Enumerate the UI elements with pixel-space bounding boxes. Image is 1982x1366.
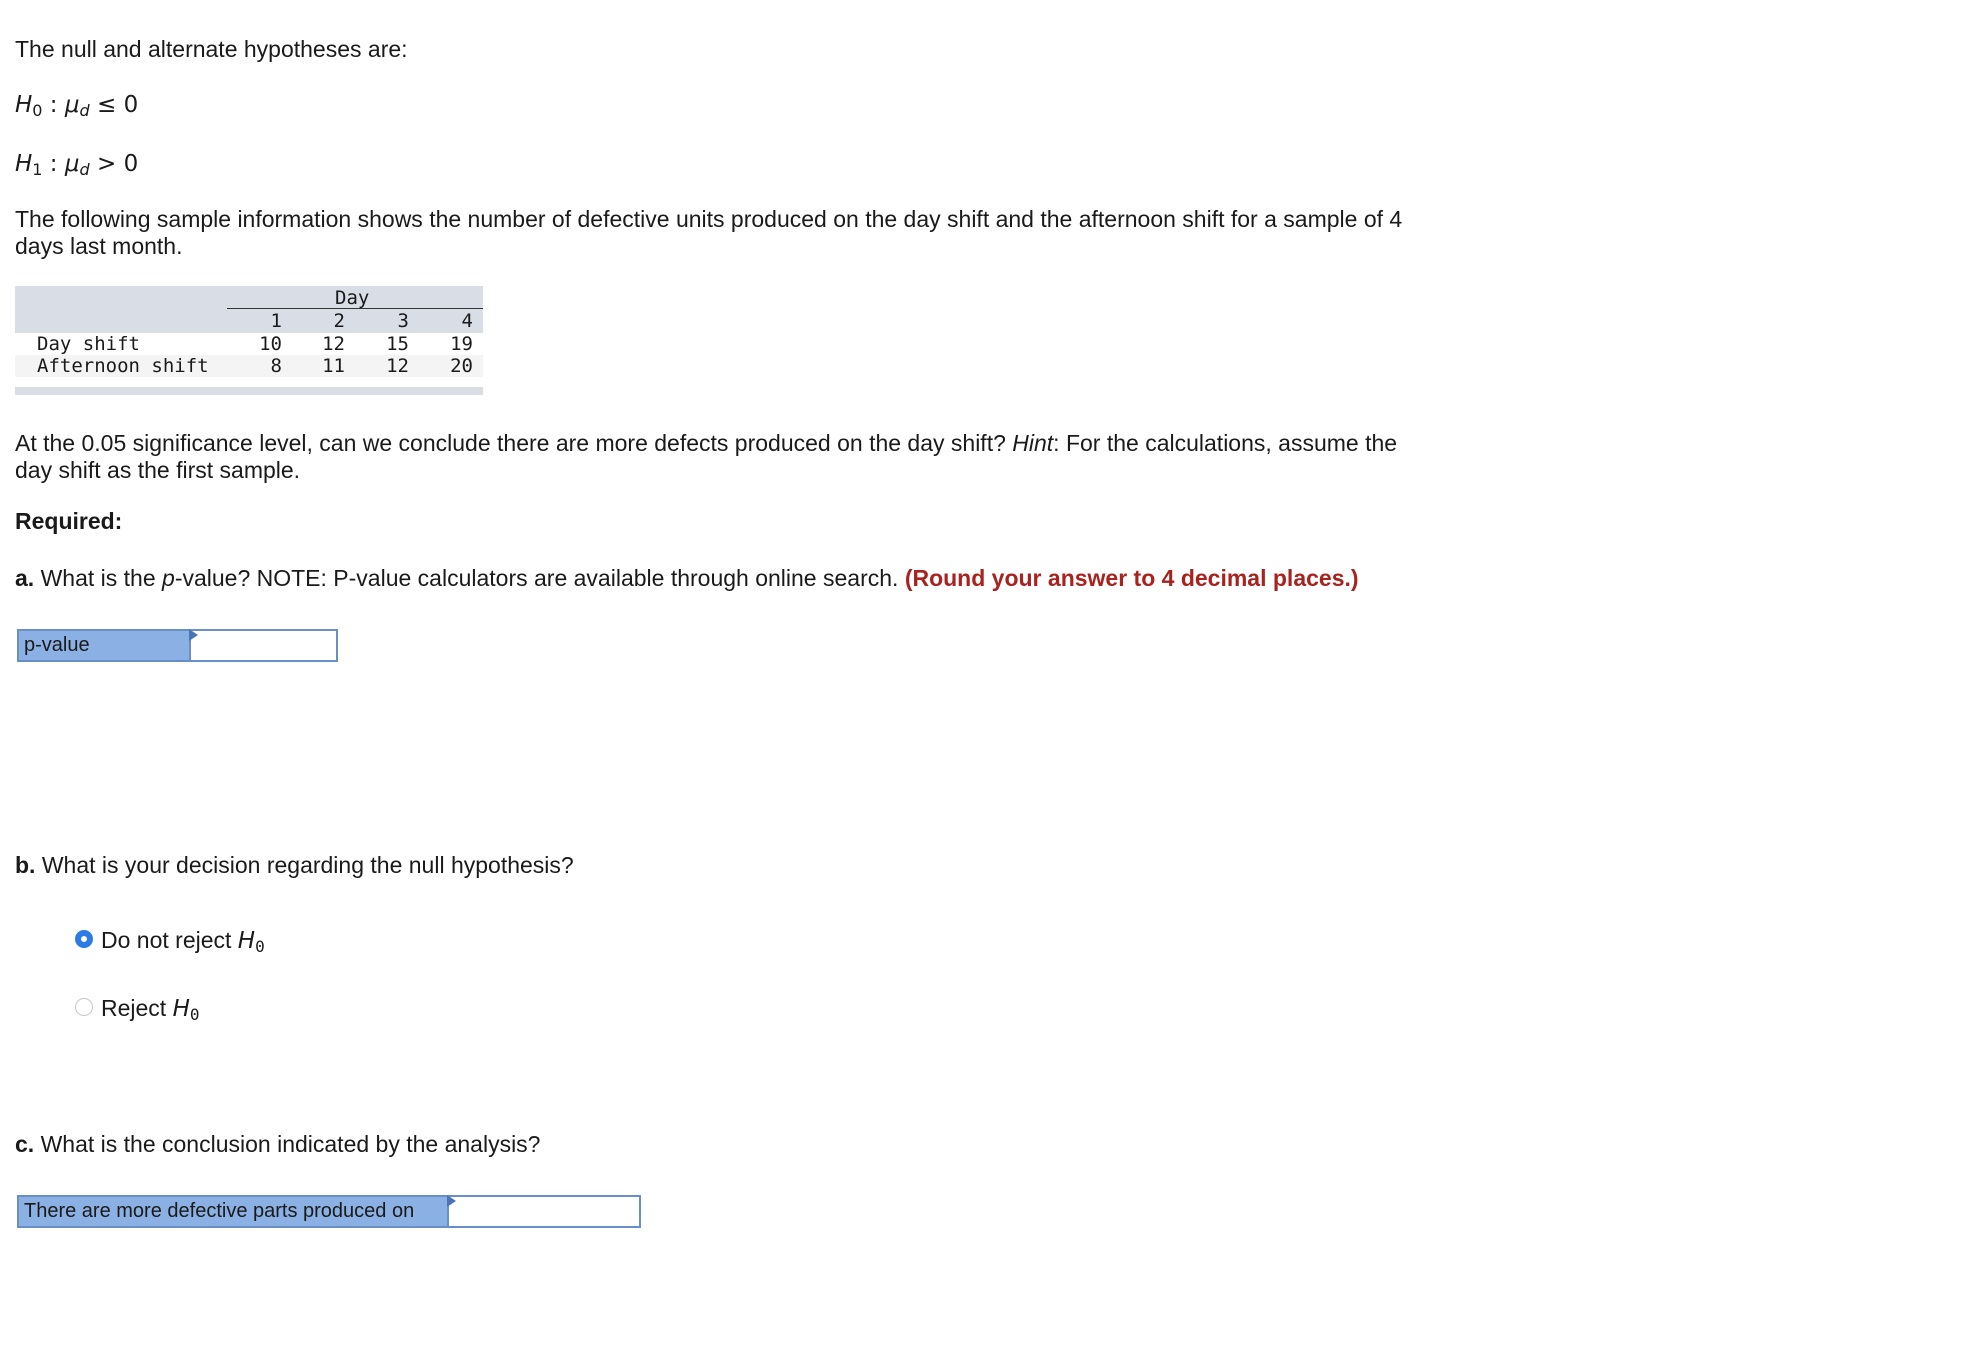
option-reject[interactable] xyxy=(75,994,200,1024)
p-value-input[interactable] xyxy=(189,631,336,660)
table-cell: 8 xyxy=(270,355,282,377)
question-text xyxy=(15,430,1425,484)
required-heading: Required: xyxy=(15,508,123,534)
sample-info-text: The following sample information shows the number of defective units produced on the day shift and the afternoon shift for a sample of 4 days last month. xyxy=(15,206,1403,259)
table-cell: 11 xyxy=(322,355,345,377)
option-h-subscript: 0 xyxy=(189,1004,200,1024)
p-value-label: p-value xyxy=(19,631,189,660)
h1-mu: μ xyxy=(64,151,80,177)
part-a-question xyxy=(15,565,1425,592)
h0-symbol: H xyxy=(15,92,33,118)
table-cell: 20 xyxy=(450,355,473,377)
rounding-instruction: (Round your answer to 4 decimal places.) xyxy=(904,565,1359,591)
alternate-hypothesis: $H_1$ : $\mu_d > 0$ xyxy=(15,151,139,179)
intro-text: The null and alternate hypotheses are: xyxy=(15,36,408,62)
option-text: Do not reject xyxy=(101,926,238,953)
input-flag-icon xyxy=(189,629,198,641)
h1-subscript: 1 xyxy=(32,160,43,179)
input-flag-icon xyxy=(447,1195,456,1207)
h0-subscript: 0 xyxy=(32,101,43,120)
table-cell: 10 xyxy=(259,333,282,355)
option-reject-label xyxy=(101,995,200,1024)
option-h-subscript: 0 xyxy=(255,936,265,956)
part-b-label: b. xyxy=(15,852,36,878)
h0-operator: ≤ xyxy=(96,92,117,118)
part-a-p-italic: p xyxy=(162,565,175,591)
table-col-header: 2 xyxy=(333,310,345,332)
h1-operator: > xyxy=(96,151,117,177)
table-col-header: 3 xyxy=(397,310,409,332)
table-cell: 12 xyxy=(386,355,409,377)
hint-text: : For the calculations, assume the day shift as the first sample. xyxy=(15,430,1398,483)
p-value-answer-row xyxy=(17,629,338,662)
conclusion-answer-row xyxy=(17,1195,641,1228)
option-do-not-reject-label xyxy=(101,927,265,956)
conclusion-label: There are more defective parts produced on xyxy=(19,1197,447,1226)
table-cell: 15 xyxy=(386,333,409,355)
table-cell: 12 xyxy=(322,333,345,355)
table-col-header: 1 xyxy=(270,310,282,332)
h0-value: 0 xyxy=(123,92,139,118)
part-c-label: c. xyxy=(15,1131,35,1157)
conclusion-input[interactable] xyxy=(447,1197,639,1226)
option-text: Reject xyxy=(101,994,173,1021)
option-do-not-reject[interactable] xyxy=(75,926,265,956)
part-b-question xyxy=(15,852,1425,879)
part-a-text-before: What is the xyxy=(34,565,163,591)
h0-mu: μ xyxy=(64,92,80,118)
hint-label: Hint xyxy=(1012,430,1054,456)
table-col-header: 4 xyxy=(461,310,473,332)
part-a-text-after: -value? NOTE: P-value calculators are available through online search. xyxy=(174,565,905,591)
h1-value: 0 xyxy=(123,151,139,177)
table-group-header: Day xyxy=(335,287,370,309)
null-hypothesis: $H_0$ : $\mu_d \le 0$ xyxy=(15,92,139,120)
radio-unselected-icon[interactable] xyxy=(75,998,93,1016)
part-c-question xyxy=(15,1131,1425,1158)
table-footer-bg xyxy=(15,387,483,395)
part-a-label: a. xyxy=(15,565,35,591)
table-cell: 19 xyxy=(450,333,473,355)
question-main: At the 0.05 significance level, can we conclude there are more defects produced on the day shift? xyxy=(15,430,1013,456)
part-b-text: What is your decision regarding the null hypothesis? xyxy=(35,852,574,878)
option-h-symbol: H xyxy=(172,995,190,1022)
table-row-label: Afternoon shift xyxy=(37,355,209,377)
table-row-label: Day shift xyxy=(37,333,140,355)
defects-table xyxy=(15,286,483,395)
radio-selected-icon[interactable] xyxy=(75,930,93,948)
part-c-text: What is the conclusion indicated by the analysis? xyxy=(34,1131,541,1157)
h0-d: d xyxy=(79,101,90,120)
option-h-symbol: H xyxy=(237,927,256,954)
h1-symbol: H xyxy=(15,151,33,177)
h1-d: d xyxy=(79,160,90,179)
